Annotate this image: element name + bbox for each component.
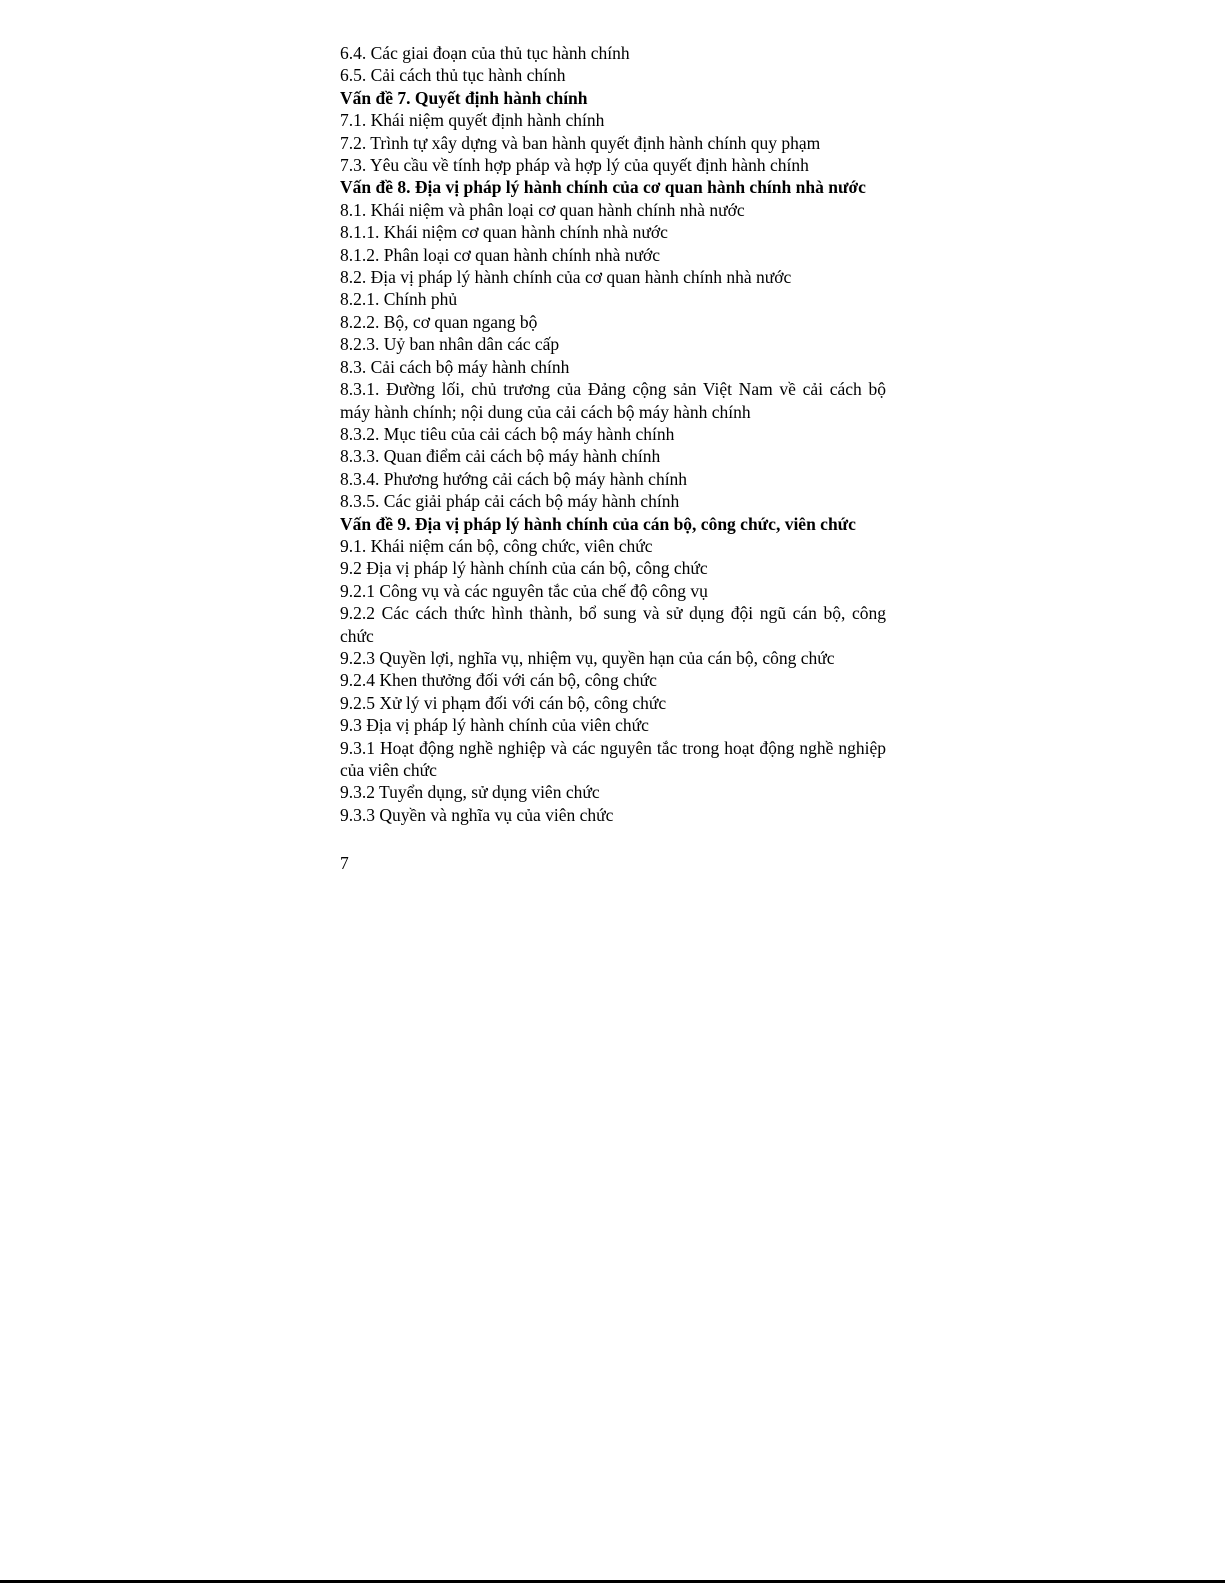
toc-entry: 7.1. Khái niệm quyết định hành chính — [340, 110, 605, 131]
toc-entry: 9.2.3 Quyền lợi, nghĩa vụ, nhiệm vụ, quyền hạn của cán bộ, công chức — [340, 647, 835, 668]
toc-entry: 7.2. Trình tự xây dựng và ban hành quyết định hành chính quy phạm — [340, 132, 821, 153]
toc-entry: 9.1. Khái niệm cán bộ, công chức, viên chức — [340, 535, 653, 556]
section-heading: Vấn đề 9. Địa vị pháp lý hành chính của cán bộ, công chức, viên chức — [340, 513, 856, 534]
toc-entry: 8.2. Địa vị pháp lý hành chính của cơ quan hành chính nhà nước — [340, 267, 792, 288]
toc-entry: 8.2.2. Bộ, cơ quan ngang bộ — [340, 311, 538, 332]
bottom-divider — [0, 1580, 1225, 1583]
toc-entry: 8.1.2. Phân loại cơ quan hành chính nhà nước — [340, 244, 661, 265]
toc-entry: 9.3.1 Hoạt động nghề nghiệp và các nguyên tắc trong hoạt động nghề nghiệp của viên chức — [340, 737, 886, 780]
table-of-contents — [340, 42, 886, 826]
toc-entry: 8.2.1. Chính phủ — [340, 289, 458, 310]
toc-entry: 7.3. Yêu cầu về tính hợp pháp và hợp lý của quyết định hành chính — [340, 155, 809, 176]
toc-entry: 9.3.2 Tuyển dụng, sử dụng viên chức — [340, 782, 600, 803]
toc-entry: 9.2.1 Công vụ và các nguyên tắc của chế độ công vụ — [340, 580, 708, 601]
toc-entry: 9.3 Địa vị pháp lý hành chính của viên chức — [340, 715, 649, 736]
toc-entry: 8.2.3. Uỷ ban nhân dân các cấp — [340, 334, 560, 355]
toc-entry: 8.3. Cải cách bộ máy hành chính — [340, 356, 570, 377]
toc-entry: 8.1.1. Khái niệm cơ quan hành chính nhà nước — [340, 222, 668, 243]
toc-entry: 8.1. Khái niệm và phân loại cơ quan hành chính nhà nước — [340, 199, 745, 220]
toc-entry: 6.4. Các giai đoạn của thủ tục hành chính — [340, 43, 630, 63]
section-heading: Vấn đề 8. Địa vị pháp lý hành chính của cơ quan hành chính nhà nước — [340, 177, 866, 198]
toc-entry: 9.2.2 Các cách thức hình thành, bổ sung và sử dụng đội ngũ cán bộ, công chức — [340, 603, 886, 646]
toc-entry: 9.2 Địa vị pháp lý hành chính của cán bộ, công chức — [340, 558, 708, 579]
toc-entry: 8.3.5. Các giải pháp cải cách bộ máy hành chính — [340, 491, 680, 512]
toc-entry: 8.3.4. Phương hướng cải cách bộ máy hành chính — [340, 468, 688, 489]
page-number: 7 — [340, 853, 349, 873]
toc-entry: 9.3.3 Quyền và nghĩa vụ của viên chức — [340, 804, 614, 825]
toc-entry: 9.2.5 Xử lý vi phạm đối với cán bộ, công chức — [340, 692, 667, 713]
section-heading: Vấn đề 7. Quyết định hành chính — [340, 87, 588, 108]
toc-entry: 6.5. Cải cách thủ tục hành chính — [340, 65, 566, 86]
toc-entry: 8.3.2. Mục tiêu của cải cách bộ máy hành chính — [340, 423, 675, 444]
toc-entry: 9.2.4 Khen thưởng đối với cán bộ, công chức — [340, 670, 657, 691]
toc-entry: 8.3.1. Đường lối, chủ trương của Đảng cộng sản Việt Nam về cải cách bộ máy hành chính; nội dung của cải cách bộ máy hành chính — [340, 379, 886, 422]
toc-entry: 8.3.3. Quan điểm cải cách bộ máy hành chính — [340, 446, 661, 467]
